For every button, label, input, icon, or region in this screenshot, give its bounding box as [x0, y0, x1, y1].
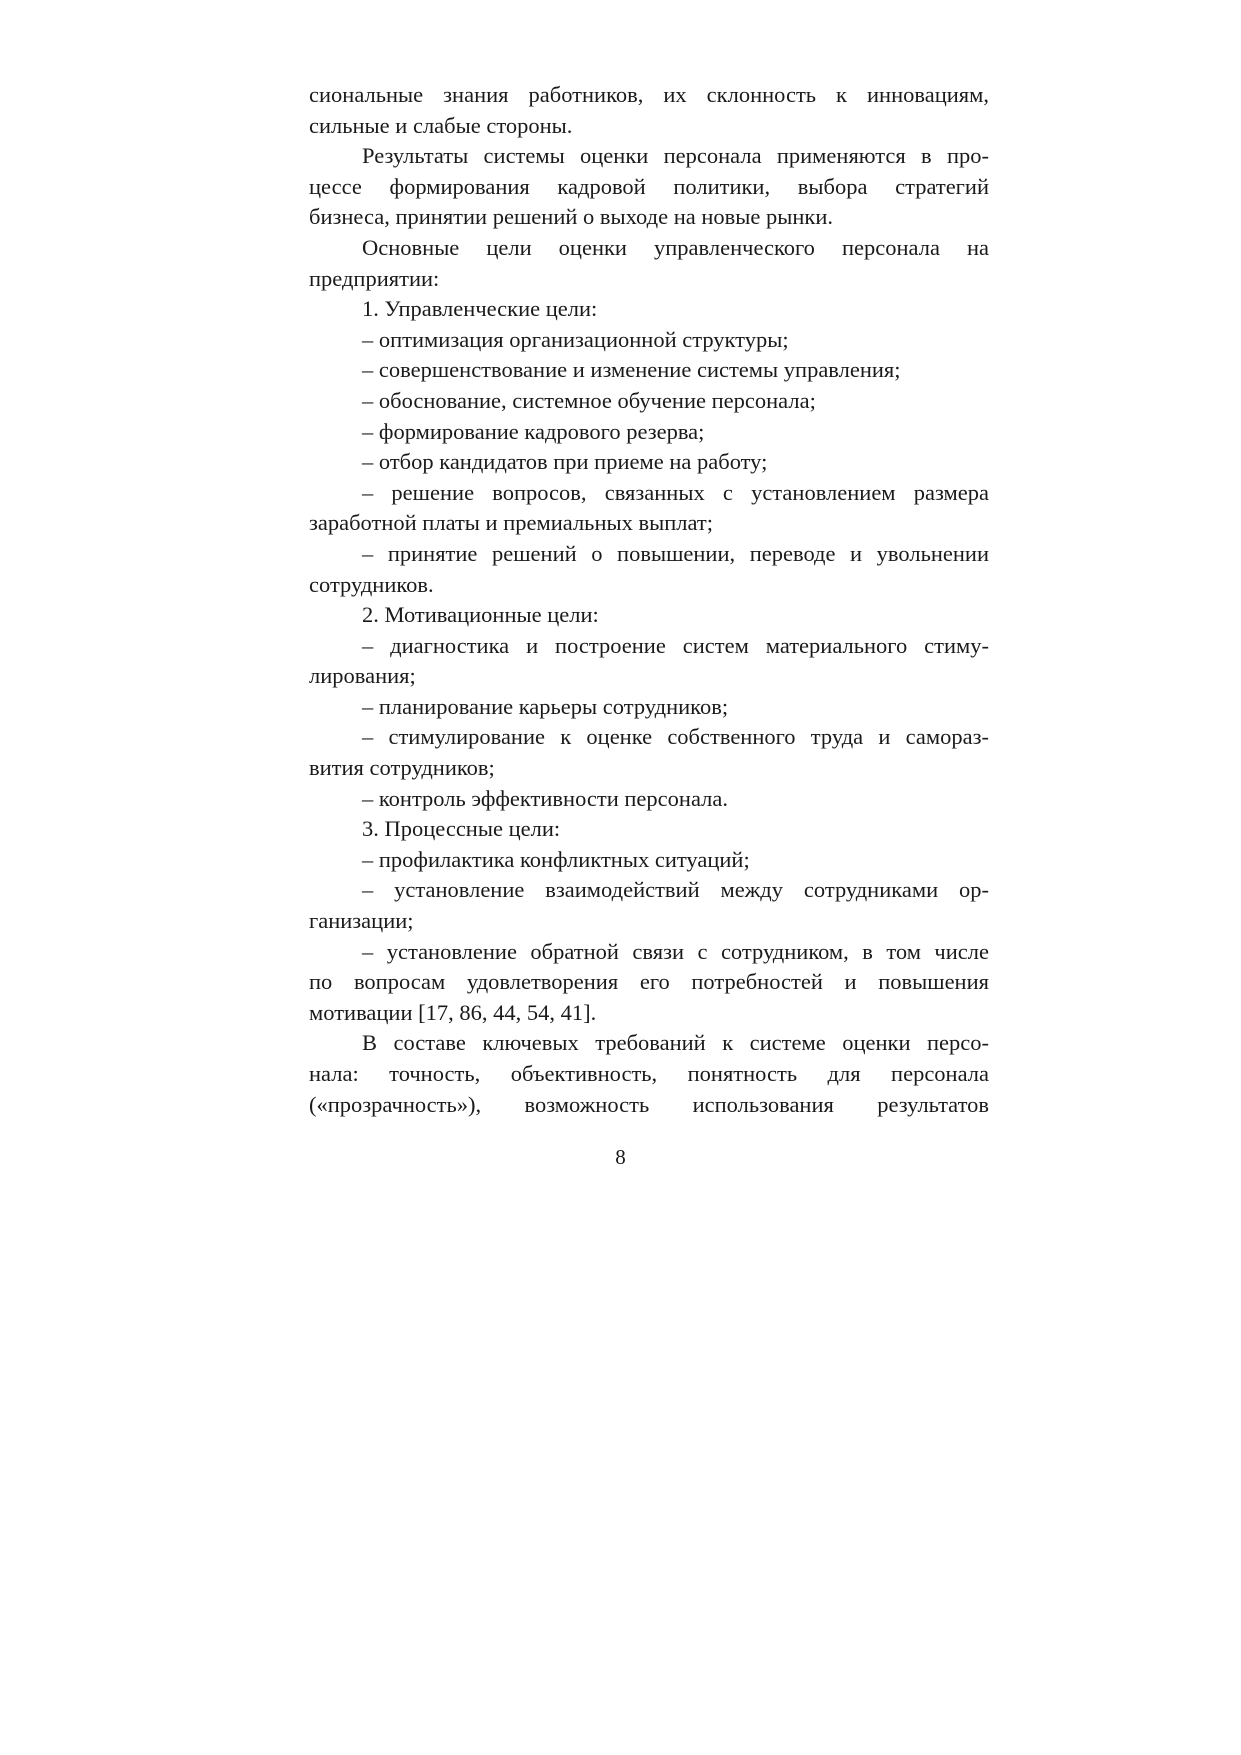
text-line: по вопросам удовлетворения его потребностей и повышения [309, 969, 989, 995]
body-text [309, 80, 989, 1120]
text-line: мотивации [17, 86, 44, 54, 41]. [309, 999, 597, 1025]
text-line: В составе ключевых требований к системе оценки персо- [362, 1030, 989, 1056]
text-line: – решение вопросов, связанных с установлением размера [362, 479, 989, 505]
text-line: сиональные знания работников, их склонность к инновациям, [309, 82, 989, 107]
text-line: бизнеса, принятии решений о выходе на новые рынки. [309, 204, 833, 230]
text-line: («прозрачность»), возможность использования результатов [309, 1091, 989, 1117]
text-line: – оптимизация организационной структуры; [362, 326, 789, 352]
text-line: – обоснование, системное обучение персонала; [362, 387, 816, 413]
text-line: – планирование карьеры сотрудников; [362, 693, 729, 719]
text-line: – принятие решений о повышении, переводе и увольнении [362, 540, 989, 566]
text-line: сотрудников. [309, 571, 434, 597]
text-line: 3. Процессные цели: [362, 816, 561, 842]
text-line: цессе формирования кадровой политики, выбора стратегий [309, 173, 989, 199]
text-line: – установление взаимодействий между сотрудниками ор- [362, 877, 989, 903]
text-line: – диагностика и построение систем материального стиму- [362, 632, 989, 658]
text-line: – контроль эффективности персонала. [362, 785, 728, 811]
page-number: 8 [615, 1145, 626, 1169]
text-line: – совершенствование и изменение системы управления; [362, 357, 901, 383]
text-line: – отбор кандидатов при приеме на работу; [362, 449, 768, 475]
text-line: нала: точность, объективность, понятность для персонала [309, 1061, 989, 1086]
text-line: сильные и слабые стороны. [309, 112, 573, 138]
text-line: лирования; [309, 663, 416, 689]
text-line: 2. Мотивационные цели: [362, 602, 599, 628]
text-line: – стимулирование к оценке собственного труда и самораз- [362, 724, 989, 750]
text-line: 1. Управленческие цели: [362, 296, 598, 322]
text-line: предприятии: [309, 265, 440, 291]
text-line: – формирование кадрового резерва; [362, 418, 705, 444]
text-line: Результаты системы оценки персонала применяются в про- [362, 143, 989, 169]
text-line: заработной платы и премиальных выплат; [309, 510, 713, 536]
text-line: вития сотрудников; [309, 755, 495, 781]
text-line: ганизации; [309, 908, 414, 934]
text-line: Основные цели оценки управленческого персонала на [362, 234, 989, 260]
text-line: – установление обратной связи с сотрудником, в том числе [362, 938, 989, 964]
text-line: – профилактика конфликтных ситуаций; [362, 846, 750, 872]
